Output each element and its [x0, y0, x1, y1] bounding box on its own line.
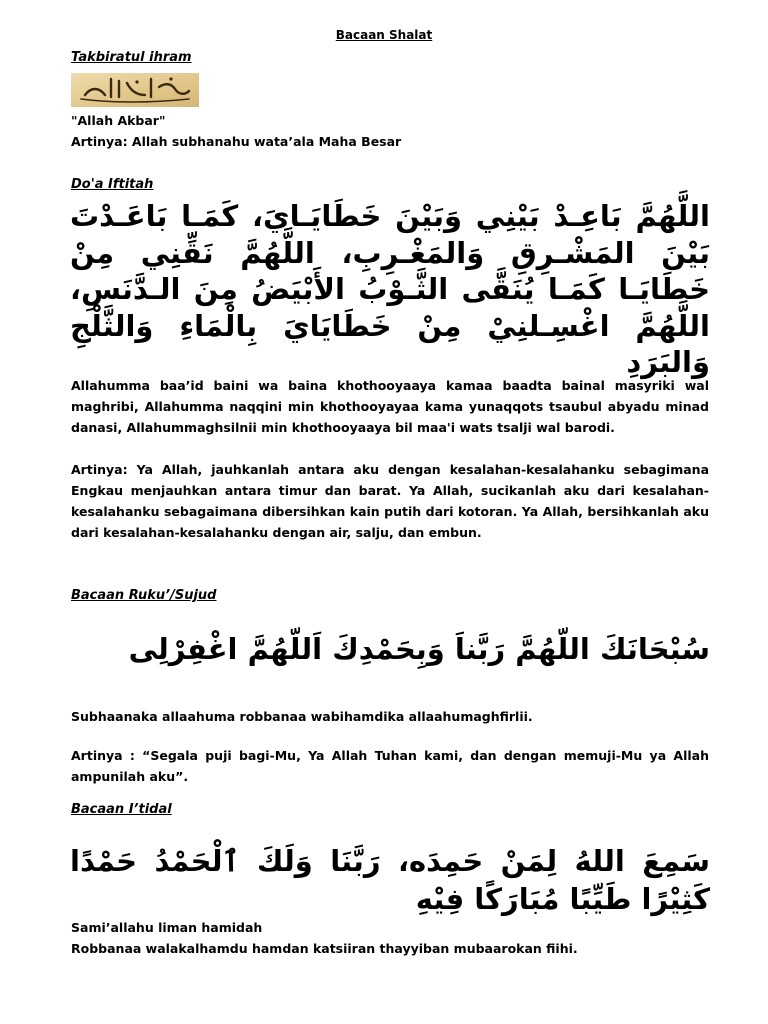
iftitah-latin-text: Allahumma baa’id baini wa baina khothooyaaya kamaa baadta bainal masyriki wal maghribi, Allahumma naqqini min khothooyayaa kama yunaqqots tsaubul abyadu minad danasi, Allahummaghsilnii min khothooyaaya bil maa'i wats tsalji wal barodi.: [71, 378, 709, 435]
itidal-arabic-text: سَمِعَ اللهُ لِمَنْ حَمِدَه، رَبَّنَا وَلَكَ ٱلْحَمْدُ حَمْدًا كَثِيْرًا طَيِّبًا مُبَارَكًا فِيْهِ: [70, 844, 710, 916]
takbir-latin: "Allah Akbar": [71, 113, 166, 128]
ruku-heading: Bacaan Ruku’/Sujud: [71, 588, 217, 603]
iftitah-arabic-text: اللَّهُمَّ بَاعِـدْ بَيْنِي وَبَيْنَ خَطَايَـايَ، كَمَـا بَاعَـدْتَ بَيْنَ المَشْـرِقِ وَالمَغْـرِبِ، اللَّهُمَّ نَقِّنِي مِنْ خَطَايَـا كَمَـا يُنَقَّى الثَّـوْبُ الأَبْيَضُ مِنَ الـدَّنَسِ، اللَّهُمَّ اغْسِـلنِيْ مِنْ خَطَايَايَ بِالْمَاءِ وَالثَّلْجِ وَالبَرَدِ: [70, 199, 710, 379]
itidal-latin-line-2: Robbanaa walakalhamdu hamdan katsiiran thayyiban mubaarokan fiihi.: [71, 941, 578, 956]
allahu-akbar-calligraphy-icon: [71, 73, 199, 107]
itidal-latin-line-1: Sami’allahu liman hamidah: [71, 920, 263, 935]
takbir-heading: Takbiratul ihram: [71, 50, 192, 65]
ruku-meaning-text: Artinya : “Segala puji bagi-Mu, Ya Allah Tuhan kami, dan dengan memuji-Mu ya Allah ampunilah aku”.: [71, 748, 709, 784]
iftitah-heading: Do'a Iftitah: [71, 177, 154, 192]
iftitah-meaning-text: Artinya: Ya Allah, jauhkanlah antara aku dengan kesalahan-kesalahanku sebagimana Engkau menjauhkan antara timur dan barat. Ya Allah, sucikanlah aku dari kesalahan-kesalahanku sebagaimana dibersihkan kain putih dari kotoran. Ya Allah, bersihkanlah aku dari kesalahan-kesalahanku dengan air, salju, dan embun.: [71, 462, 709, 540]
itidal-heading: Bacaan I’tidal: [71, 802, 172, 817]
ruku-arabic-text: سُبْحَانَكَ اللّهُمَّ رَبَّناَ وَبِحَمْدِكَ اَللّهُمَّ اغْفِرْلِى: [128, 632, 710, 666]
ruku-latin-text: Subhaanaka allaahuma robbanaa wabihamdika allaahumaghfirlii.: [71, 709, 533, 724]
document-title: Bacaan Shalat: [335, 28, 433, 42]
takbir-meaning: Artinya: Allah subhanahu wata’ala Maha Besar: [71, 134, 402, 149]
